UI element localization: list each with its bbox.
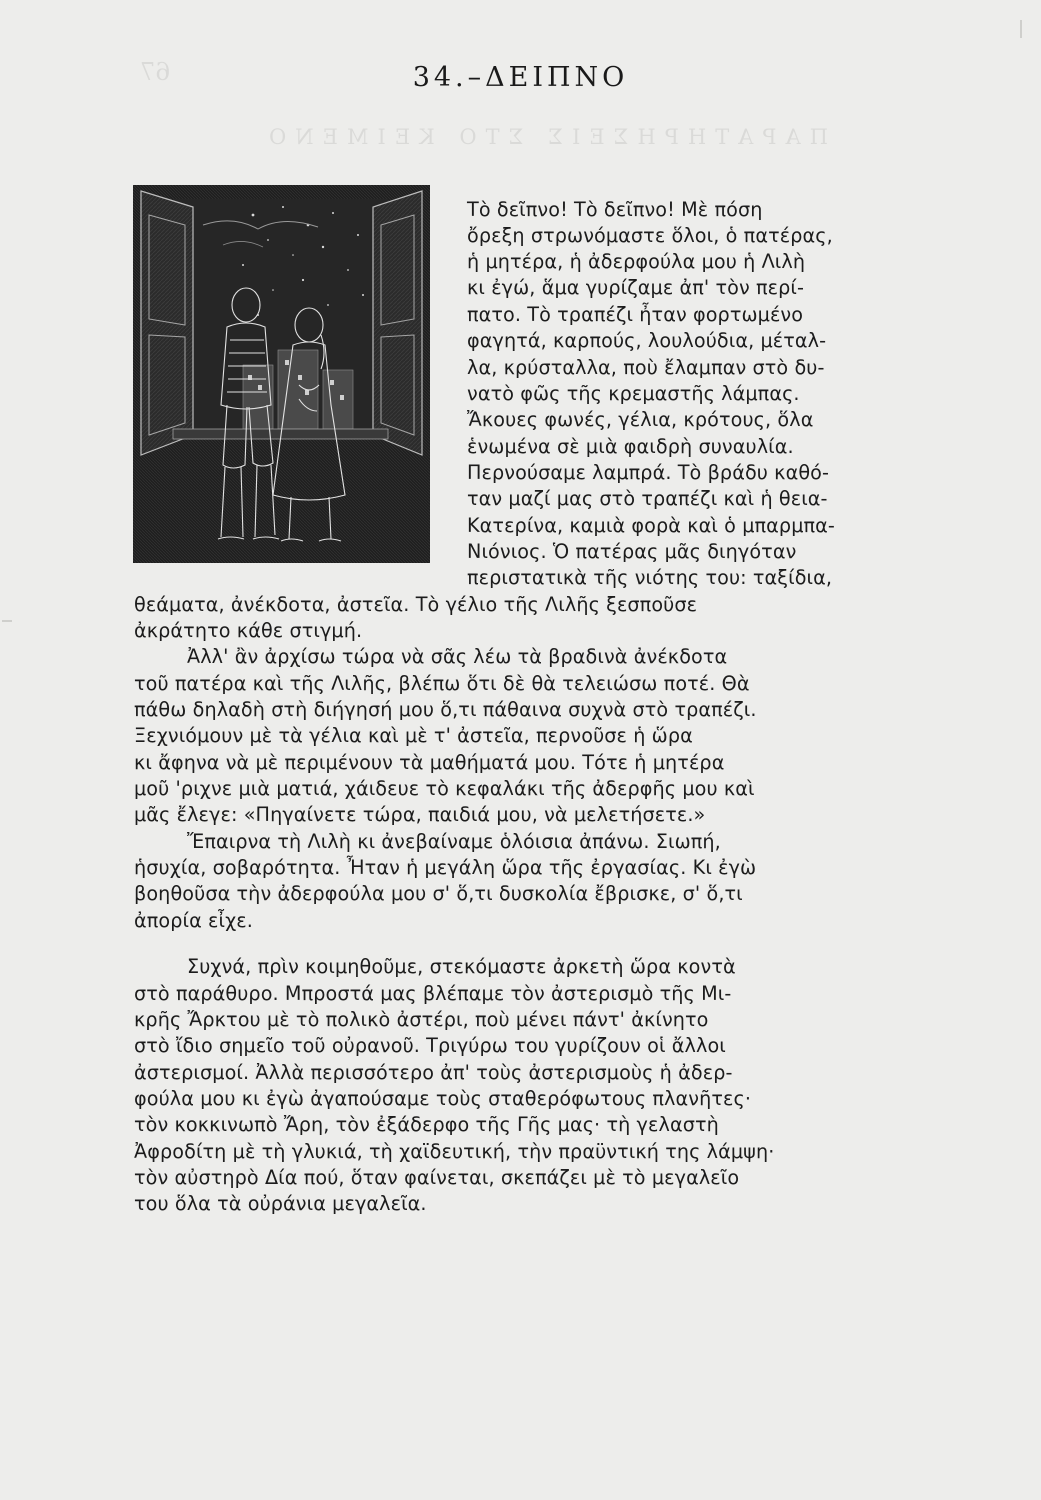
text-line: νατὸ φῶς τῆς κρεμαστῆς λάμπας. <box>467 382 800 405</box>
text-line: Ἀφροδίτη μὲ τὴ γλυκιά, τὴ χαϊδευτική, τὴν πραϋντική της λάμψη· <box>134 1140 775 1163</box>
text-line: φούλα μου κι ἐγὼ ἀγαπούσαμε τοὺς σταθερόφωτους πλανῆτες· <box>134 1087 752 1110</box>
text-line: πατο. Τὸ τραπέζι ἦταν φορτωμένο <box>467 303 804 326</box>
text-line: Ἄκουες φωνές, γέλια, κρότους, ὅλα <box>467 408 814 431</box>
text-line: τὸν αὐστηρὸ Δία πού, ὅταν φαίνεται, σκεπάζει μὲ τὸ μεγαλεῖο <box>134 1166 740 1189</box>
text-line: Ξεχνιόμουν μὲ τὰ γέλια καὶ μὲ τ' ἀστεῖα, περνοῦσε ἡ ὥρα <box>134 724 693 747</box>
text-line: ἡ μητέρα, ἡ ἀδερφούλα μου ἡ Λιλὴ <box>467 250 806 273</box>
text-line: περιστατικὰ τῆς νιότης του: ταξίδια, <box>467 566 833 589</box>
text-line: Ἔπαιρνα τὴ Λιλὴ κι ἀνεβαίναμε ὁλόισια ἀπάνω. Σιωπή, <box>187 830 721 853</box>
text-line: μοῦ 'ριχνε μιὰ ματιά, χάιδευε τὸ κεφαλάκι τῆς ἀδερφῆς μου καὶ <box>134 777 755 800</box>
text-line: πάθω δηλαδὴ στὴ διήγησή μου ὅ,τι πάθαινα συχνὰ στὸ τραπέζι. <box>134 698 757 721</box>
text-line: στὸ παράθυρο. Μπροστά μας βλέπαμε τὸν ἀστερισμὸ τῆς Μι- <box>134 982 732 1005</box>
bleed-through-header: ΠΑΡΑΤΗΡΗΣΕΙΣ ΣΤΟ ΚΕΙΜΕΝΟ <box>260 125 829 149</box>
text-line: του ὅλα τὰ οὐράνια μεγαλεῖα. <box>134 1192 427 1215</box>
text-line: θεάματα, ἀνέκδοτα, ἀστεῖα. Τὸ γέλιο τῆς Λιλῆς ξεσποῦσε <box>134 593 698 616</box>
text-line: ἀκράτητο κάθε στιγμή. <box>134 619 363 642</box>
text-line: ἑνωμένα σὲ μιὰ φαιδρὴ συναυλία. <box>467 435 794 458</box>
text-line: Συχνά, πρὶν κοιμηθοῦμε, στεκόμαστε ἀρκετὴ ὥρα κοντὰ <box>187 955 736 978</box>
scan-edge-mark <box>2 620 12 622</box>
text-line: ὄρεξη στρωνόμαστε ὅλοι, ὁ πατέρας, <box>467 224 833 247</box>
window-children-night-icon <box>133 185 430 563</box>
text-line: Τὸ δεῖπνο! Τὸ δεῖπνο! Μὲ πόση <box>467 198 763 221</box>
text-line: στὸ ἴδιο σημεῖο τοῦ οὐρανοῦ. Τριγύρω του γυρίζουν οἱ ἄλλοι <box>134 1034 726 1057</box>
text-line: Νιόνιος. Ὁ πατέρας μᾶς διηγόταν <box>467 540 797 563</box>
page-title: 34.–ΔΕΙΠΝΟ <box>412 62 629 93</box>
bleed-through-page-number: 67 <box>140 58 171 86</box>
text-line: ταν μαζί μας στὸ τραπέζι καὶ ἡ θεια- <box>467 487 828 510</box>
text-line: κι ἐγώ, ἅμα γυρίζαμε ἀπ' τὸν περί- <box>467 276 804 299</box>
text-line: μᾶς ἔλεγε: «Πηγαίνετε τώρα, παιδιά μου, νὰ μελετήσετε.» <box>134 803 706 826</box>
text-line: κι ἄφηνα νὰ μὲ περιμένουν τὰ μαθήματά μου. Τότε ἡ μητέρα <box>134 751 725 774</box>
text-line: λα, κρύσταλλα, ποὺ ἔλαμπαν στὸ δυ- <box>467 356 825 379</box>
text-line: ἡσυχία, σοβαρότητα. Ἦταν ἡ μεγάλη ὥρα τῆς ἐργασίας. Κι ἐγὼ <box>134 856 757 879</box>
text-line: Κατερίνα, καμιὰ φορὰ καὶ ὁ μπαρμπα- <box>467 514 835 537</box>
scan-edge-mark <box>1020 20 1022 38</box>
text-line: τοῦ πατέρα καὶ τῆς Λιλῆς, βλέπω ὅτι δὲ θὰ τελειώσω ποτέ. Θὰ <box>134 672 750 695</box>
text-line: ἀστερισμοί. Ἀλλὰ περισσότερο ἀπ' τοὺς ἀστερισμοὺς ἡ ἀδερ- <box>134 1061 733 1084</box>
text-line: φαγητά, καρπούς, λουλούδια, μέταλ- <box>467 329 827 352</box>
text-line: Περνούσαμε λαμπρά. Τὸ βράδυ καθό- <box>467 461 830 484</box>
text-line: ἀπορία εἶχε. <box>134 909 253 932</box>
text-line: βοηθοῦσα τὴν ἀδερφούλα μου σ' ὅ,τι δυσκολία ἔβρισκε, σ' ὅ,τι <box>134 882 743 905</box>
text-line: κρῆς Ἄρκτου μὲ τὸ πολικὸ ἀστέρι, ποὺ μένει πάντ' ἀκίνητο <box>134 1008 709 1031</box>
text-line: Ἀλλ' ἂν ἀρχίσω τώρα νὰ σᾶς λέω τὰ βραδινὰ ἀνέκδοτα <box>187 645 728 668</box>
text-line: τὸν κοκκινωπὸ Ἄρη, τὸν ἐξάδερφο τῆς Γῆς μας· τὴ γελαστὴ <box>134 1113 719 1136</box>
